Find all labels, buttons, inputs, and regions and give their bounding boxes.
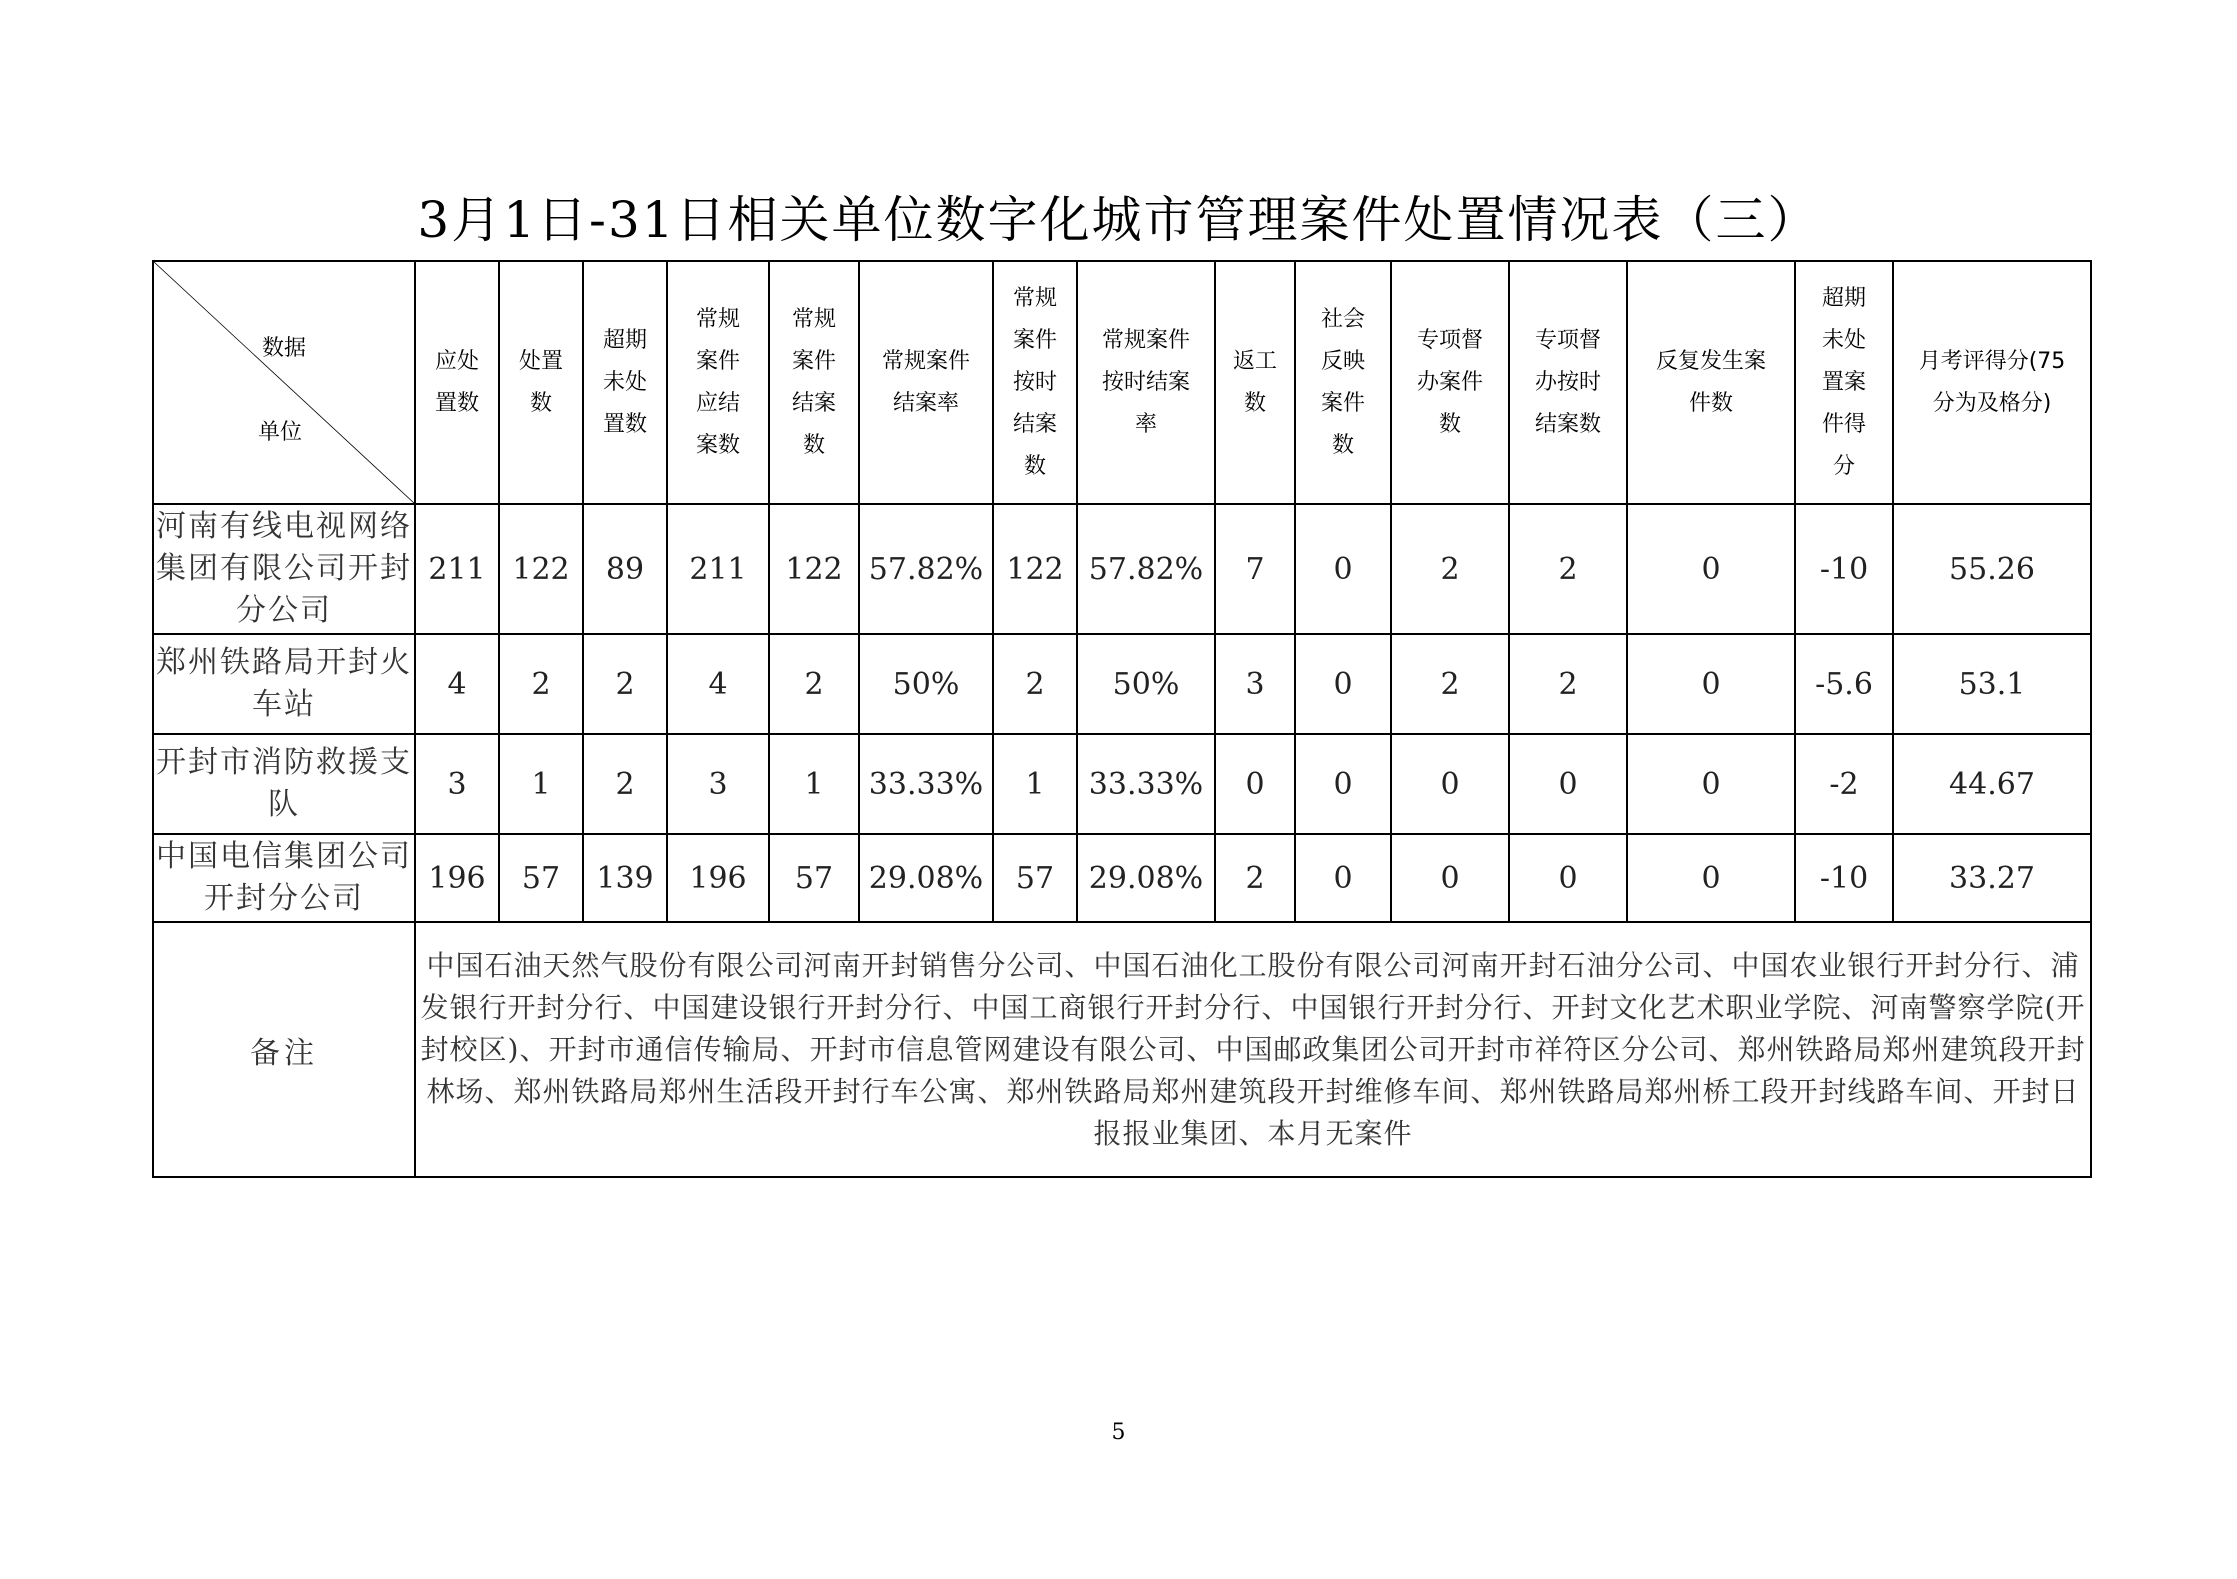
- table-cell: 7: [1215, 504, 1295, 634]
- table-cell: 57: [769, 834, 859, 922]
- table-cell: 0: [1295, 504, 1391, 634]
- table-cell: 2: [499, 634, 583, 734]
- note-row: [153, 922, 2091, 1177]
- table-cell: 122: [993, 504, 1077, 634]
- table-cell: 211: [415, 504, 499, 634]
- table-cell: 4: [667, 634, 769, 734]
- table-cell: 2: [1391, 504, 1509, 634]
- table-row: [153, 504, 2091, 634]
- table-cell: 2: [1509, 634, 1627, 734]
- col-header: 专项督 办按时 结案数: [1509, 261, 1627, 504]
- col-header: 常规 案件 应结 案数: [667, 261, 769, 504]
- col-header: 处置 数: [499, 261, 583, 504]
- col-header: 专项督 办案件 数: [1391, 261, 1509, 504]
- table-cell: 0: [1215, 734, 1295, 834]
- table-cell: 33.33%: [1077, 734, 1215, 834]
- table-cell: 4: [415, 634, 499, 734]
- table-cell: 29.08%: [859, 834, 993, 922]
- col-header: 常规 案件 按时 结案 数: [993, 261, 1077, 504]
- table-cell: 33.33%: [859, 734, 993, 834]
- table-cell: 196: [415, 834, 499, 922]
- table-cell: 57: [499, 834, 583, 922]
- col-header: 超期 未处 置案 件得 分: [1795, 261, 1893, 504]
- table-cell: 2: [583, 734, 667, 834]
- table-cell: 0: [1295, 834, 1391, 922]
- table-cell: 2: [1215, 834, 1295, 922]
- case-table: [152, 260, 2092, 1178]
- unit-name-cell: 开封市消防救援支队: [153, 734, 415, 834]
- page-number: 5: [1111, 1420, 1126, 1445]
- table-cell: -10: [1795, 834, 1893, 922]
- table-cell: 50%: [1077, 634, 1215, 734]
- table-cell: 44.67: [1893, 734, 2091, 834]
- table-cell: 3: [415, 734, 499, 834]
- table-cell: 0: [1627, 634, 1795, 734]
- unit-label: 单位: [258, 420, 303, 445]
- table-cell: 53.1: [1893, 634, 2091, 734]
- table-cell: 55.26: [1893, 504, 2091, 634]
- note-label: 备注: [153, 922, 415, 1177]
- col-header: 常规 案件 结案 数: [769, 261, 859, 504]
- table-cell: 1: [499, 734, 583, 834]
- table-cell: 0: [1627, 834, 1795, 922]
- table-row: [153, 834, 2091, 922]
- table-cell: 196: [667, 834, 769, 922]
- table-cell: -2: [1795, 734, 1893, 834]
- table-cell: 2: [583, 634, 667, 734]
- table-cell: -5.6: [1795, 634, 1893, 734]
- data-label: 数据: [261, 336, 306, 361]
- table-cell: 3: [667, 734, 769, 834]
- table-cell: 211: [667, 504, 769, 634]
- table-cell: 33.27: [1893, 834, 2091, 922]
- diagonal-line: [154, 262, 414, 503]
- table-cell: 122: [499, 504, 583, 634]
- col-header: 常规案件 结案率: [859, 261, 993, 504]
- col-header: 返工 数: [1215, 261, 1295, 504]
- unit-name-cell: 河南有线电视网络集团有限公司开封分公司: [153, 504, 415, 634]
- unit-name-cell: 郑州铁路局开封火车站: [153, 634, 415, 734]
- table-cell: 1: [769, 734, 859, 834]
- diagonal-header-cell: [153, 261, 415, 504]
- table-cell: -10: [1795, 504, 1893, 634]
- table-cell: 2: [993, 634, 1077, 734]
- table-cell: 0: [1391, 834, 1509, 922]
- note-text: 中国石油天然气股份有限公司河南开封销售分公司、中国石油化工股份有限公司河南开封石油分公司、中国农业银行开封分行、浦发银行开封分行、中国建设银行开封分行、中国工商银行开封分行、中国银行开封分行、开封文化艺术职业学院、河南警察学院(开封校区)、开封市通信传输局、开封市信息管网建设有限公司、中国邮政集团公司开封市祥符区分公司、郑州铁路局郑州建筑段开封林场、郑州铁路局郑州生活段开封行车公寓、郑州铁路局郑州建筑段开封维修车间、郑州铁路局郑州桥工段开封线路车间、开封日报报业集团、本月无案件: [415, 922, 2091, 1177]
- table-cell: 89: [583, 504, 667, 634]
- table-cell: 0: [1295, 634, 1391, 734]
- table-row: [153, 634, 2091, 734]
- table-cell: 57.82%: [1077, 504, 1215, 634]
- table-cell: 122: [769, 504, 859, 634]
- table-cell: 139: [583, 834, 667, 922]
- table-cell: 0: [1627, 734, 1795, 834]
- table-cell: 0: [1509, 734, 1627, 834]
- col-header: 月考评得分(75 分为及格分): [1893, 261, 2091, 504]
- col-header: 常规案件 按时结案 率: [1077, 261, 1215, 504]
- table-row: [153, 734, 2091, 834]
- table-cell: 0: [1627, 504, 1795, 634]
- col-header: 社会 反映 案件 数: [1295, 261, 1391, 504]
- col-header: 超期 未处 置数: [583, 261, 667, 504]
- table-cell: 0: [1509, 834, 1627, 922]
- unit-name-cell: 中国电信集团公司开封分公司: [153, 834, 415, 922]
- table-cell: 50%: [859, 634, 993, 734]
- table-cell: 3: [1215, 634, 1295, 734]
- col-header: 应处 置数: [415, 261, 499, 504]
- col-header: 反复发生案 件数: [1627, 261, 1795, 504]
- table-cell: 29.08%: [1077, 834, 1215, 922]
- table-cell: 2: [1509, 504, 1627, 634]
- table-cell: 2: [1391, 634, 1509, 734]
- table-cell: 2: [769, 634, 859, 734]
- table-cell: 0: [1391, 734, 1509, 834]
- table-cell: 0: [1295, 734, 1391, 834]
- page-title: 3月1日-31日相关单位数字化城市管理案件处置情况表（三）: [417, 191, 1820, 249]
- table-cell: 1: [993, 734, 1077, 834]
- table-cell: 57: [993, 834, 1077, 922]
- header-row: [153, 261, 2091, 504]
- table-cell: 57.82%: [859, 504, 993, 634]
